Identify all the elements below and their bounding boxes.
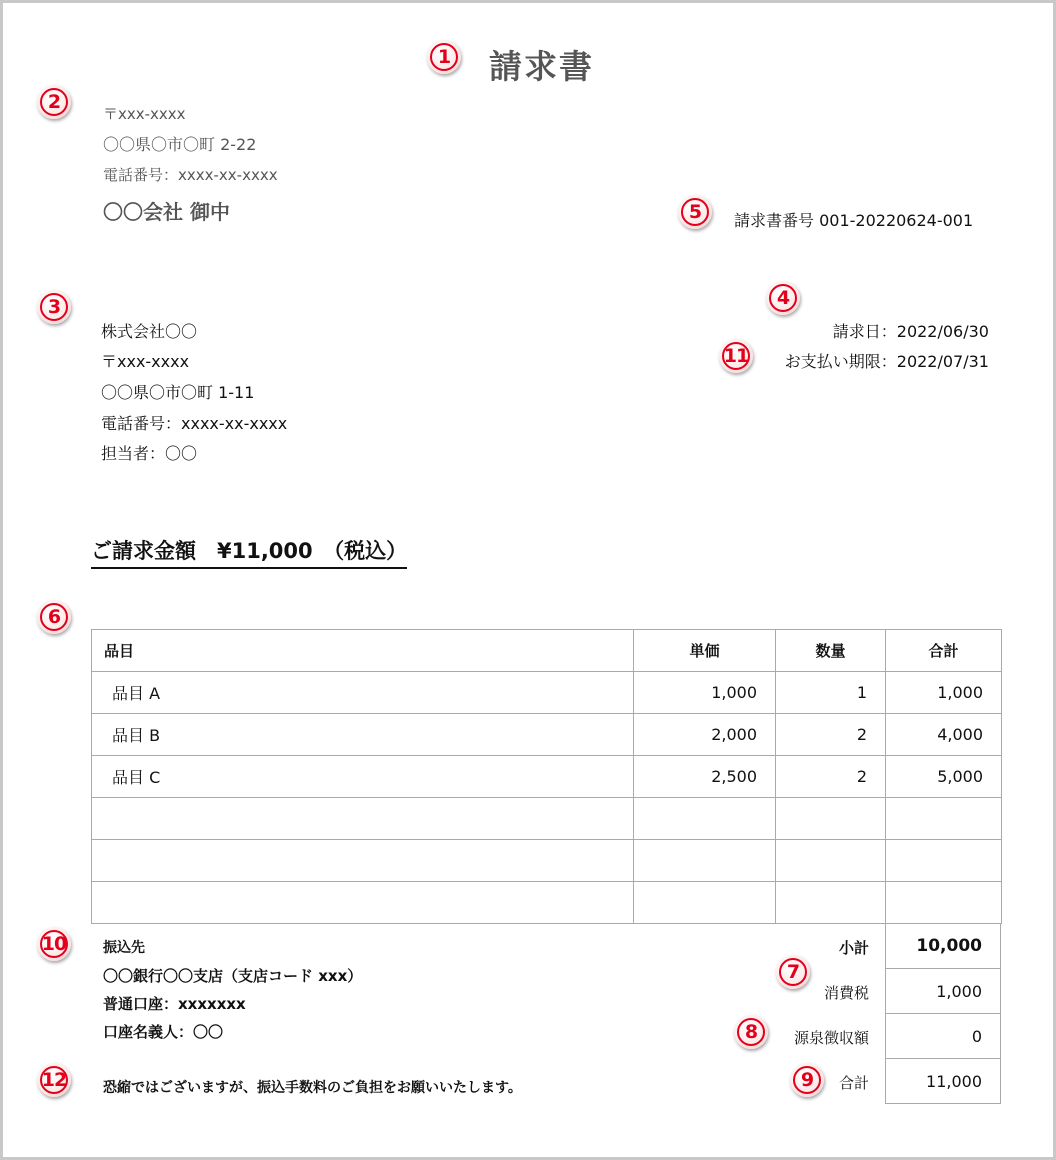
header-unit-price: 単価 — [634, 630, 776, 672]
bank-branch: 〇〇銀行〇〇支店（支店コード xxx） — [103, 967, 363, 985]
totals-row — [886, 924, 1001, 969]
cell-unit-price: 2,000 — [634, 714, 776, 756]
marker-6: 6 — [37, 600, 71, 634]
cell-item: 品目 B — [92, 714, 634, 756]
table-row — [92, 756, 1002, 798]
marker-10: 10 — [37, 927, 71, 961]
subtotal-value: 10,000 — [886, 924, 1001, 969]
marker-4: 4 — [766, 281, 800, 315]
recipient-phone: 電話番号：xxxx-xx-xxxx — [103, 166, 278, 184]
table-row — [92, 714, 1002, 756]
issuer-phone: 電話番号：xxxx-xx-xxxx — [101, 414, 288, 433]
cell-item: 品目 C — [92, 756, 634, 798]
tax-value: 1,000 — [886, 969, 1001, 1014]
cell-quantity — [776, 882, 886, 924]
billing-amount: ご請求金額 ¥11,000 （税込） — [91, 535, 407, 569]
cell-unit-price — [634, 882, 776, 924]
cell-total: 4,000 — [886, 714, 1002, 756]
table-row — [92, 840, 1002, 882]
items-table — [91, 629, 1002, 924]
due-date: お支払い期限：2022/07/31 — [784, 352, 989, 371]
cell-quantity — [776, 840, 886, 882]
issuer-postal: 〒xxx-xxxx — [101, 352, 190, 371]
header-total: 合計 — [886, 630, 1002, 672]
cell-total — [886, 840, 1002, 882]
table-header-row — [92, 630, 1002, 672]
totals-row — [886, 969, 1001, 1014]
marker-11: 11 — [719, 339, 753, 373]
recipient-address: 〇〇県〇市〇町 2-22 — [103, 135, 257, 154]
cell-quantity: 2 — [776, 756, 886, 798]
marker-3: 3 — [37, 290, 71, 324]
table-row — [92, 882, 1002, 924]
issuer-contact: 担当者：〇〇 — [101, 444, 198, 463]
marker-8: 8 — [734, 1015, 768, 1049]
cell-unit-price: 1,000 — [634, 672, 776, 714]
cell-total: 1,000 — [886, 672, 1002, 714]
issuer-company: 株式会社〇〇 — [101, 322, 198, 341]
cell-quantity: 2 — [776, 714, 886, 756]
total-value: 11,000 — [886, 1059, 1001, 1104]
invoice-number: 請求書番号 001-20220624-001 — [734, 211, 974, 230]
tax-label: 消費税 — [823, 984, 869, 1002]
marker-2: 2 — [37, 85, 71, 119]
cell-item — [92, 840, 634, 882]
withholding-label: 源泉徴収額 — [793, 1029, 869, 1047]
totals-row — [886, 1059, 1001, 1104]
cell-item — [92, 882, 634, 924]
page-title: 請求書 — [489, 47, 594, 86]
cell-quantity: 1 — [776, 672, 886, 714]
bank-heading: 振込先 — [103, 940, 145, 956]
header-quantity: 数量 — [776, 630, 886, 672]
cell-unit-price — [634, 840, 776, 882]
cell-item — [92, 798, 634, 840]
marker-12: 12 — [37, 1063, 71, 1097]
issuer-address: 〇〇県〇市〇町 1-11 — [101, 383, 255, 402]
cell-total: 5,000 — [886, 756, 1002, 798]
totals-row — [886, 1014, 1001, 1059]
bank-account: 普通口座：xxxxxxx — [103, 995, 246, 1013]
recipient-name: 〇〇会社 御中 — [103, 200, 230, 224]
transfer-fee-note: 恐縮ではございますが、振込手数料のご負担をお願いいたします。 — [103, 1080, 522, 1096]
invoice-date: 請求日：2022/06/30 — [832, 322, 989, 341]
cell-unit-price — [634, 798, 776, 840]
cell-total — [886, 798, 1002, 840]
cell-total — [886, 882, 1002, 924]
cell-item: 品目 A — [92, 672, 634, 714]
table-row — [92, 672, 1002, 714]
table-row — [92, 798, 1002, 840]
marker-7: 7 — [776, 955, 810, 989]
marker-9: 9 — [790, 1063, 824, 1097]
cell-unit-price: 2,500 — [634, 756, 776, 798]
marker-5: 5 — [678, 195, 712, 229]
withholding-value: 0 — [886, 1014, 1001, 1059]
recipient-postal: 〒xxx-xxxx — [103, 105, 186, 123]
totals-table — [885, 923, 1001, 1104]
subtotal-label: 小計 — [838, 939, 869, 957]
header-item: 品目 — [92, 630, 634, 672]
total-label: 合計 — [838, 1074, 869, 1092]
marker-1: 1 — [427, 40, 461, 74]
bank-holder: 口座名義人：〇〇 — [103, 1023, 224, 1041]
cell-quantity — [776, 798, 886, 840]
